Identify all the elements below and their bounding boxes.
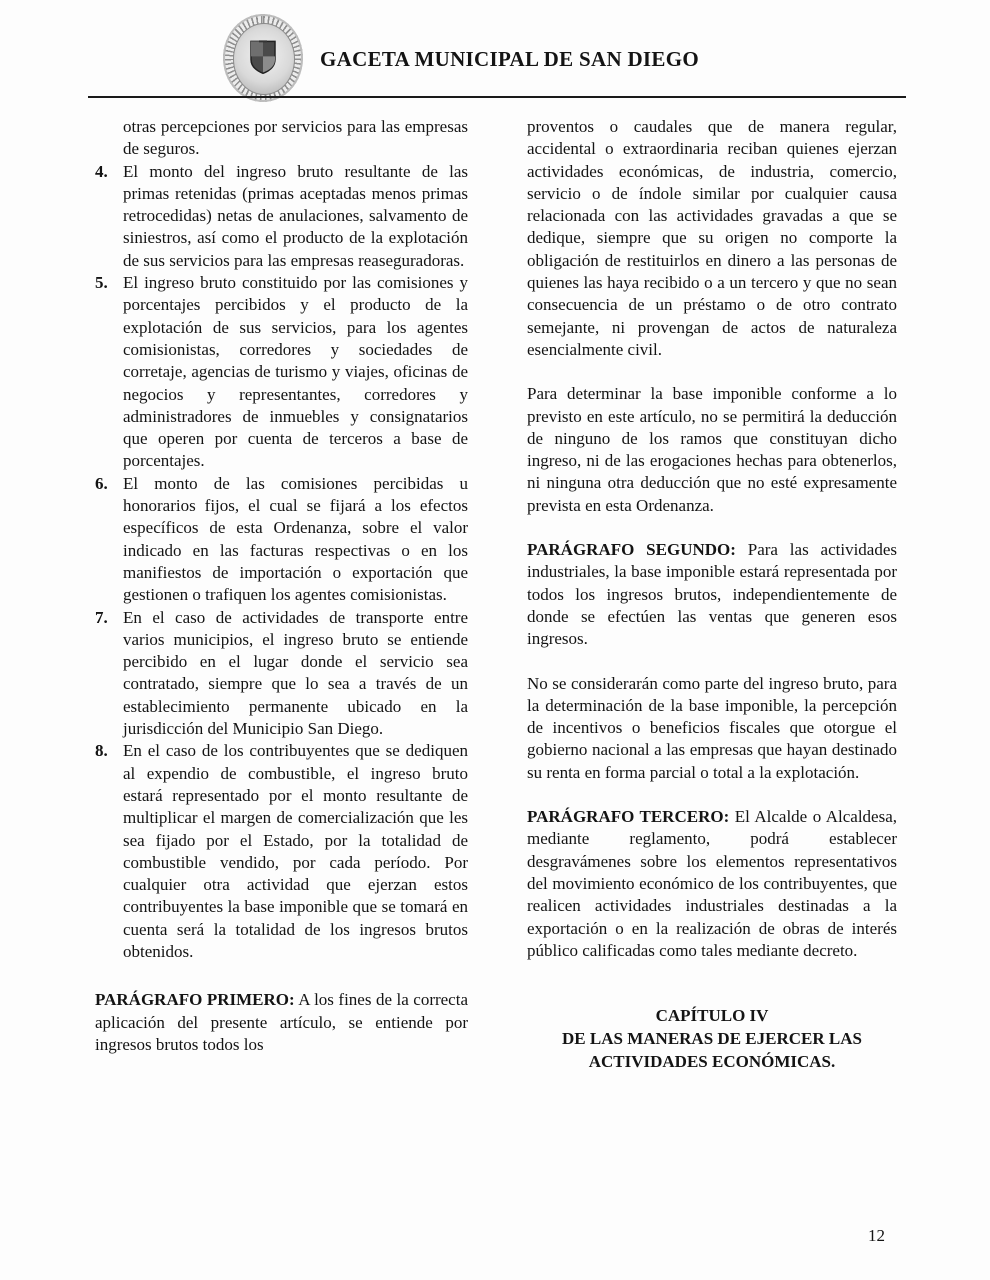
list-item (95, 473, 468, 607)
paragrafo-primero-lead: PARÁGRAFO PRIMERO: (95, 990, 295, 1010)
page-title: GACETA MUNICIPAL DE SAN DIEGO (320, 47, 699, 71)
continuation-paragraph: otras percepciones por servicios para las empresas de seguros. (123, 117, 468, 159)
chapter-heading (527, 1004, 897, 1073)
coat-of-arms-icon (223, 14, 303, 102)
shield-icon (250, 40, 276, 74)
header-divider (88, 96, 906, 98)
chapter-heading-line1: CAPÍTULO IV (655, 1006, 769, 1026)
list-item-text: En el caso de actividades de transporte entre varios municipios, el ingreso bruto se entiende percibido en el lugar donde el servicio sea contratado, siempre que lo sea a través de un establecimiento permanente ubicado en la jurisdicción del Municipio San Diego. (123, 607, 468, 739)
list-item-number: 7. (95, 607, 108, 627)
list-item (95, 607, 468, 741)
paragrafo-primero (95, 989, 468, 1056)
list-item-text: En el caso de los contribuyentes que se dediquen al expendio de combustible, el ingreso bruto estará representado por el monto resultante de multiplicar el margen de comercialización que les sea fijado por el Estado, por la totalidad de combustible vendido, por cada período. Por cualquier otra actividad que ejerzan estos contribuyentes la base imponible que se tomará en cuenta será la totalidad de los ingresos brutos obtenidos. (123, 741, 468, 961)
paragraph-proventos: proventos o caudales que de manera regular, accidental o extraordinaria reciban quienes ejerzan actividades económicas, de industria, comercio, servicio o de índole similar por cualquier causa relacionada con las actividades gravadas a que se dedique, siempre que su origen no comporte la obligación de restituirlos en dinero a las personas de quienes las haya recibido o a un tercero y que no sean consecuencia de un préstamo o de otro contrato semejante, ni provengan de actos de naturaleza esencialmente civil. (527, 117, 897, 359)
paragrafo-tercero-text: El Alcalde o Alcaldesa, mediante reglamento, podrá establecer desgravámenes sobre los elementos representativos del movimiento económico de los contribuyentes, que realicen actividades industriales destinadas a la exportación o en la realización de obras de interés público calificadas como tales mediante decreto. (527, 807, 897, 960)
paragraph-base-imponible: Para determinar la base imponible conforme a lo previsto en este artículo, no se permitirá la deducción de ninguno de los ramos que constituyan dicho ingreso, ni de las erogaciones hechas para obtenerlos, ni ninguna otra deducción que no esté expresamente prevista en esta Ordenanza. (527, 384, 897, 515)
right-column (527, 116, 897, 1073)
list-item-number: 4. (95, 161, 108, 181)
paragrafo-primero-text: A los fines de la correcta aplicación del presente artículo, se entiende por ingresos brutos todos los (95, 990, 468, 1054)
chapter-heading-line2: DE LAS MANERAS DE EJERCER LAS (562, 1029, 862, 1049)
paragrafo-tercero (527, 806, 897, 962)
list-item-text: El monto del ingreso bruto resultante de las primas retenidas (primas aceptadas menos primas retrocedidas) netas de anulaciones, salvamento de siniestros, así como el producto de la explotación de sus servicios para las empresas reaseguradoras. (123, 161, 468, 270)
list-item (95, 740, 468, 963)
paragraph-incentivos: No se considerarán como parte del ingreso bruto, para la determinación de la base imponible, la percepción de incentivos o beneficios fiscales que otorgue el gobierno nacional a las empresas que hayan destinado su renta en forma parcial o total a la explotación. (527, 673, 897, 782)
chapter-heading-line3: ACTIVIDADES ECONÓMICAS. (588, 1052, 836, 1072)
left-column (95, 116, 468, 1078)
paragrafo-segundo-text: Para las actividades industriales, la base imponible estará representada por todos los ingresos brutos, independientemente de donde se efectúen las ventas que generen esos ingresos. (527, 540, 898, 649)
paragrafo-tercero-lead: PARÁGRAFO TERCERO: (527, 807, 730, 827)
list-item (95, 161, 468, 272)
list-item-number: 5. (95, 273, 108, 293)
list-item-text: El ingreso bruto constituido por las comisiones y porcentajes percibidos y el producto de la explotación de sus servicios, para los agentes comisionistas, corredores y sociedades de corretaje, agencias de turismo y viajes, oficinas de negocios y representantes, corredores y administradores de inmuebles y consignatarios que operen por cuenta de terceros a base de porcentajes. (123, 273, 468, 471)
page-number: 12 (868, 1226, 885, 1245)
list-item-text: El monto de las comisiones percibidas u honorarios fijos, el cual se fijará a los efectos específicos de esta Ordenanza, sobre el valor indicado en las facturas respectivas o en los manifiestos de importación o exportación que gestionen o trafiquen los agentes comisionistas. (123, 473, 468, 605)
list-item-number: 8. (95, 741, 108, 761)
list-item (95, 272, 468, 473)
paragrafo-segundo-lead: PARÁGRAFO SEGUNDO: (527, 540, 736, 560)
list-item-number: 6. (95, 473, 108, 493)
paragrafo-segundo (527, 539, 897, 650)
